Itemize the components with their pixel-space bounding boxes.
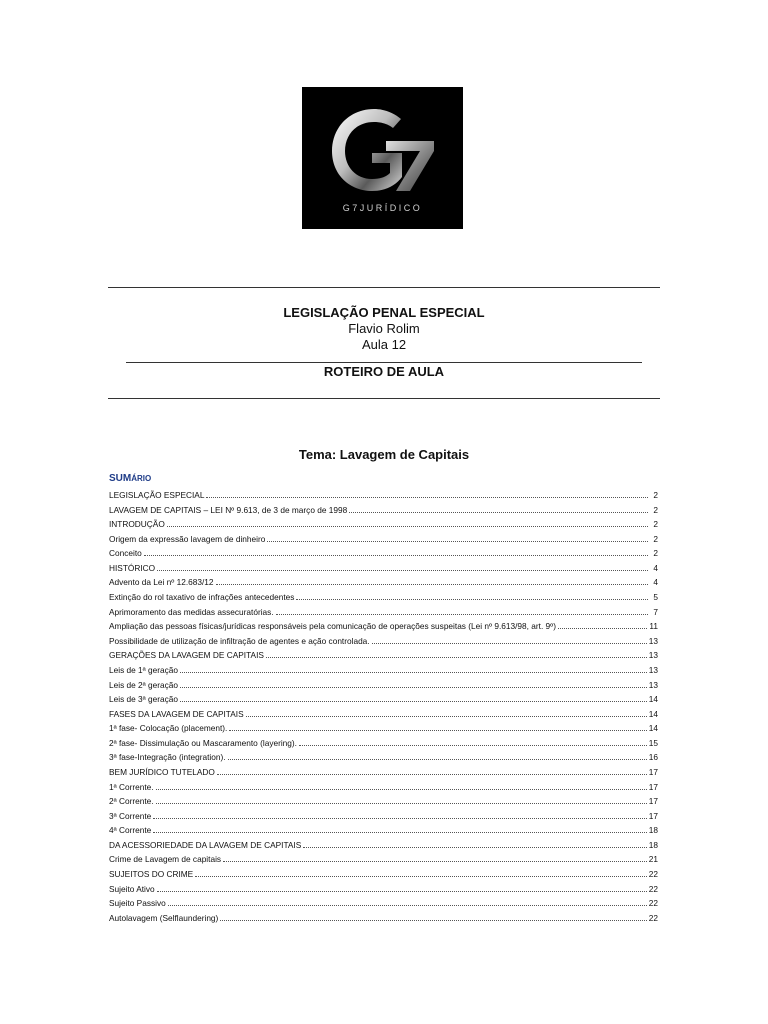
toc-entry-page: 13 bbox=[648, 650, 658, 661]
toc-entry-page: 17 bbox=[648, 810, 658, 821]
document-subtitle: ROTEIRO DE AULA bbox=[323, 364, 445, 379]
toc-entry[interactable] bbox=[109, 618, 658, 633]
toc-entry[interactable] bbox=[109, 881, 658, 896]
toc-entry[interactable] bbox=[109, 822, 658, 837]
toc-entry-label: 4ª Corrente bbox=[109, 825, 152, 836]
toc-heading bbox=[109, 473, 151, 484]
toc-dot-leader bbox=[228, 749, 647, 760]
toc-entry[interactable] bbox=[109, 647, 658, 662]
toc-dot-leader bbox=[157, 560, 648, 571]
toc-dot-leader bbox=[153, 808, 646, 819]
toc-entry[interactable] bbox=[109, 735, 658, 750]
toc-entry-page: 13 bbox=[648, 635, 658, 646]
toc-entry-label: Leis de 1ª geração bbox=[109, 664, 179, 675]
toc-entry-page: 18 bbox=[648, 839, 658, 850]
g7-logo-icon bbox=[302, 87, 463, 229]
toc-entry-label: Sujeito Passivo bbox=[109, 898, 166, 909]
toc-entry-page: 4 bbox=[653, 562, 658, 573]
toc-entry-label: Leis de 2ª geração bbox=[109, 679, 179, 690]
toc-entry[interactable] bbox=[109, 516, 658, 531]
author-name: Flavio Rolim bbox=[348, 321, 420, 336]
toc-entry-page: 2 bbox=[653, 548, 658, 559]
toc-entry-page: 2 bbox=[653, 519, 658, 530]
toc-entry-label: Origem da expressão lavagem de dinheiro bbox=[109, 533, 266, 544]
toc-entry-page: 18 bbox=[648, 825, 658, 836]
toc-dot-leader bbox=[195, 866, 647, 877]
toc-entry[interactable] bbox=[109, 793, 658, 808]
table-of-contents bbox=[109, 487, 658, 924]
toc-entry[interactable] bbox=[109, 545, 658, 560]
toc-entry-page: 11 bbox=[649, 621, 658, 632]
toc-entry-page: 22 bbox=[648, 898, 658, 909]
toc-dot-leader bbox=[246, 706, 647, 717]
toc-entry[interactable] bbox=[109, 487, 658, 502]
toc-entry-label: Ampliação das pessoas físicas/jurídicas responsáveis pela comunicação de operações suspeitas (Lei nº 9.613/98, art. 9º) bbox=[109, 621, 556, 632]
toc-heading-small: ÁRIO bbox=[131, 474, 152, 483]
toc-entry-label: BEM JURÍDICO TUTELADO bbox=[109, 766, 215, 777]
toc-dot-leader bbox=[372, 633, 647, 644]
toc-entry-label: LEGISLAÇÃO ESPECIAL bbox=[109, 490, 205, 500]
g7-juridico-logo bbox=[302, 87, 463, 229]
toc-entry-page: 14 bbox=[648, 694, 658, 705]
toc-entry-label: 1ª Corrente. bbox=[109, 781, 154, 792]
toc-dot-leader bbox=[229, 720, 646, 731]
toc-dot-leader bbox=[180, 662, 647, 673]
toc-entry-label: INTRODUÇÃO bbox=[109, 519, 165, 530]
toc-entry[interactable] bbox=[109, 808, 658, 823]
toc-entry-label: DA ACESSORIEDADE DA LAVAGEM DE CAPITAIS bbox=[109, 839, 302, 850]
toc-dot-leader bbox=[144, 545, 648, 556]
toc-entry[interactable] bbox=[109, 764, 658, 779]
toc-entry[interactable] bbox=[109, 604, 658, 619]
toc-entry-label: 1ª fase- Colocação (placement). bbox=[109, 723, 228, 734]
toc-entry[interactable] bbox=[109, 720, 658, 735]
toc-entry-page: 22 bbox=[648, 883, 658, 894]
toc-entry[interactable] bbox=[109, 706, 658, 721]
toc-entry-label: Sujeito Ativo bbox=[109, 883, 155, 894]
toc-heading-big: SUM bbox=[109, 473, 132, 484]
toc-entry-label: Conceito bbox=[109, 548, 142, 559]
toc-entry[interactable] bbox=[109, 662, 658, 677]
toc-entry-label: 2ª Corrente. bbox=[109, 796, 154, 807]
toc-entry-page: 13 bbox=[648, 664, 658, 675]
toc-entry[interactable] bbox=[109, 574, 658, 589]
toc-entry[interactable] bbox=[109, 910, 658, 925]
toc-entry-label: Leis de 3ª geração bbox=[109, 694, 179, 705]
toc-entry-page: 2 bbox=[653, 533, 658, 544]
toc-entry[interactable] bbox=[109, 691, 658, 706]
toc-entry[interactable] bbox=[109, 779, 658, 794]
toc-entry-label: Advento da Lei nº 12.683/12 bbox=[109, 577, 214, 588]
toc-dot-leader bbox=[167, 516, 648, 527]
toc-entry-label: 3ª Corrente bbox=[109, 810, 152, 821]
toc-entry-page: 13 bbox=[648, 679, 658, 690]
toc-dot-leader bbox=[303, 837, 647, 848]
toc-entry[interactable] bbox=[109, 560, 658, 575]
toc-dot-leader bbox=[216, 574, 648, 585]
toc-entry[interactable] bbox=[109, 895, 658, 910]
toc-dot-leader bbox=[266, 647, 647, 658]
toc-entry[interactable] bbox=[109, 531, 658, 546]
toc-dot-leader bbox=[180, 691, 647, 702]
toc-entry[interactable] bbox=[109, 837, 658, 852]
toc-entry-label: SUJEITOS DO CRIME bbox=[109, 869, 194, 880]
toc-dot-leader bbox=[206, 487, 648, 498]
header-bottom-rule bbox=[108, 398, 660, 399]
toc-dot-leader bbox=[217, 764, 647, 775]
toc-entry-page: 22 bbox=[648, 869, 658, 880]
toc-entry-label: Aprimoramento das medidas assecuratórias. bbox=[109, 606, 274, 617]
toc-entry-page: 22 bbox=[648, 912, 658, 923]
toc-entry[interactable] bbox=[109, 677, 658, 692]
toc-entry[interactable] bbox=[109, 502, 658, 517]
toc-entry-label: LAVAGEM DE CAPITAIS – LEI Nº 9.613, de 3 de março de 1998 bbox=[109, 504, 348, 515]
toc-entry-page: 2 bbox=[653, 504, 658, 515]
toc-entry-label: Crime de Lavagem de capitais bbox=[109, 854, 222, 865]
logo-caption: G7JURÍDICO bbox=[342, 203, 423, 213]
toc-entry-page: 4 bbox=[653, 577, 658, 588]
toc-dot-leader bbox=[223, 851, 647, 862]
toc-entry-label: FASES DA LAVAGEM DE CAPITAIS bbox=[109, 708, 244, 719]
toc-entry-page: 15 bbox=[648, 737, 658, 748]
toc-dot-leader bbox=[299, 735, 647, 746]
toc-entry[interactable] bbox=[109, 851, 658, 866]
toc-entry-page: 21 bbox=[648, 854, 658, 865]
toc-entry-page: 17 bbox=[648, 766, 658, 777]
toc-dot-leader bbox=[349, 502, 648, 513]
toc-entry[interactable] bbox=[109, 866, 658, 881]
header-middle-rule bbox=[126, 362, 642, 363]
toc-entry-page: 7 bbox=[653, 606, 658, 617]
lesson-number: Aula 12 bbox=[361, 337, 407, 352]
toc-entry-label: 3ª fase-Integração (integration). bbox=[109, 752, 226, 763]
toc-entry-label: 2ª fase- Dissimulação ou Mascaramento (layering). bbox=[109, 737, 297, 748]
toc-entry-page: 14 bbox=[648, 723, 658, 734]
toc-entry[interactable] bbox=[109, 749, 658, 764]
toc-entry-label: HISTÓRICO bbox=[109, 562, 156, 573]
toc-entry-page: 14 bbox=[648, 708, 658, 719]
document-title: LEGISLAÇÃO PENAL ESPECIAL bbox=[283, 305, 485, 320]
toc-entry-label: Extinção do rol taxativo de infrações antecedentes bbox=[109, 592, 295, 603]
toc-entry[interactable] bbox=[109, 589, 658, 604]
toc-entry-label: Autolavagem (Selflaundering) bbox=[109, 912, 219, 923]
toc-dot-leader bbox=[180, 677, 647, 688]
toc-dot-leader bbox=[153, 822, 646, 833]
toc-dot-leader bbox=[156, 779, 647, 790]
toc-dot-leader bbox=[267, 531, 648, 542]
toc-entry-page: 17 bbox=[648, 781, 658, 792]
toc-entry[interactable] bbox=[109, 633, 658, 648]
toc-entry-label: Possibilidade de utilização de infiltração de agentes e ação controlada. bbox=[109, 635, 370, 646]
toc-dot-leader bbox=[156, 793, 647, 804]
toc-entry-page: 5 bbox=[653, 592, 658, 603]
toc-dot-leader bbox=[558, 618, 647, 629]
toc-entry-page: 2 bbox=[653, 490, 658, 500]
toc-entry-page: 17 bbox=[648, 796, 658, 807]
toc-dot-leader bbox=[220, 910, 646, 921]
toc-entry-page: 16 bbox=[648, 752, 658, 763]
lesson-theme: Tema: Lavagem de Capitais bbox=[298, 447, 470, 462]
toc-entry-label: GERAÇÕES DA LAVAGEM DE CAPITAIS bbox=[109, 650, 264, 661]
toc-dot-leader bbox=[168, 895, 647, 906]
toc-dot-leader bbox=[276, 604, 648, 615]
header-top-rule bbox=[108, 287, 660, 288]
toc-dot-leader bbox=[296, 589, 648, 600]
toc-dot-leader bbox=[157, 881, 647, 892]
